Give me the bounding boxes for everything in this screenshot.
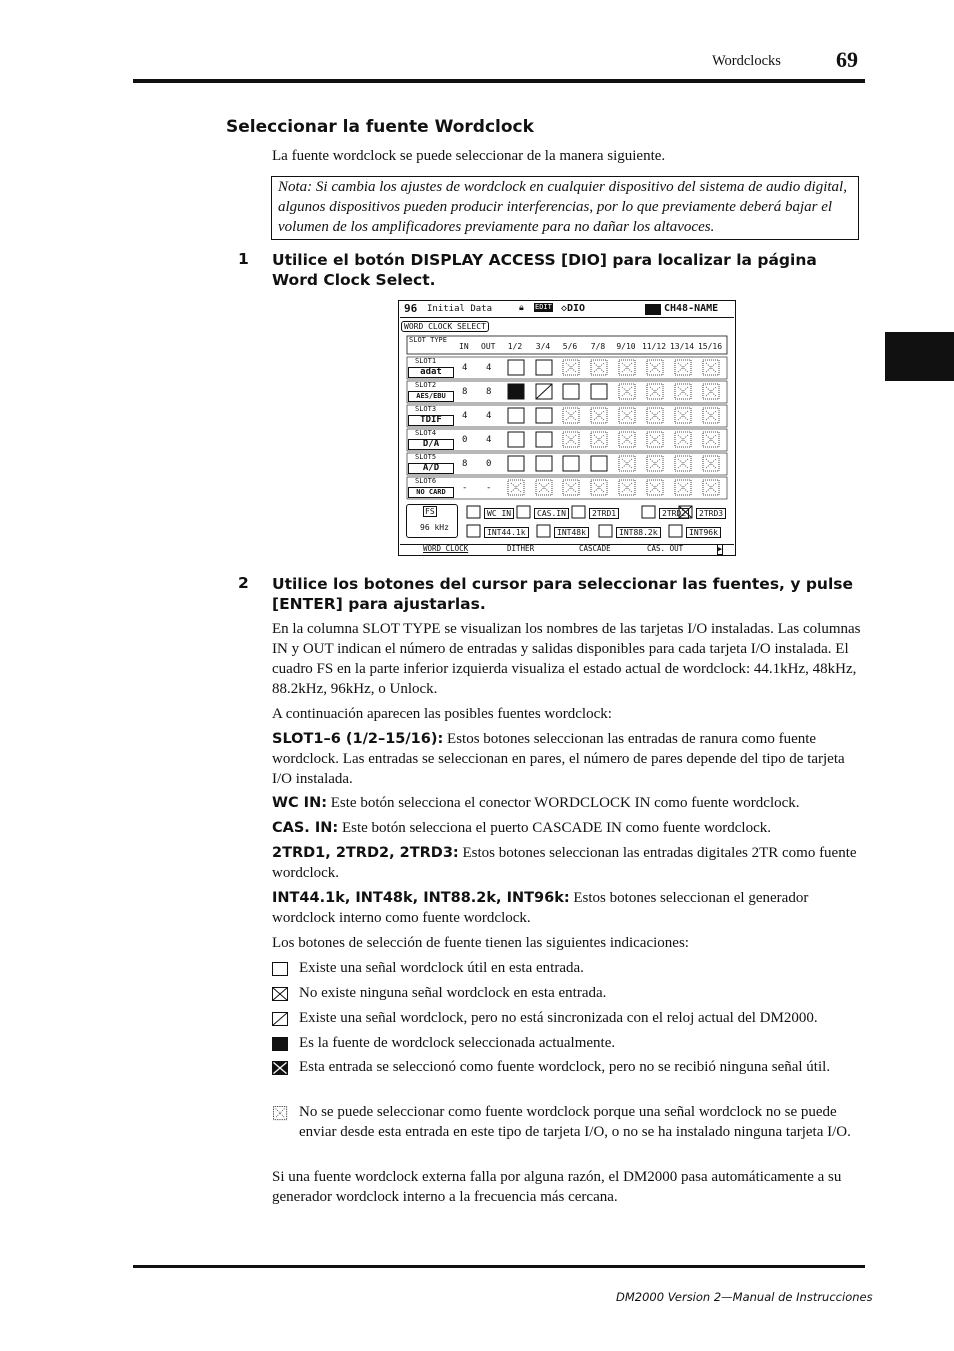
col-in: IN: [459, 342, 469, 351]
slot-label: SLOT2: [415, 381, 437, 389]
indication-text: Existe una señal wordclock útil en esta entrada.: [299, 960, 584, 976]
step-1-text: Utilice el botón DISPLAY ACCESS [DIO] para localizar la página Word Clock Select.: [272, 251, 817, 289]
empty-box-icon: [272, 962, 289, 977]
indication-text: Esta entrada se seleccionó como fuente wordclock, pero no se recibió ninguna señal útil.: [299, 1059, 831, 1075]
unavailable-mark: [678, 483, 688, 492]
source-button[interactable]: INT88.2k: [616, 527, 661, 538]
source-button[interactable]: 2TRD1: [589, 508, 619, 519]
slot-in-count: -: [462, 483, 468, 493]
source-cell-unavailable: [675, 480, 691, 495]
fs-box: [406, 504, 458, 538]
unavailable-mark: [650, 387, 660, 396]
source-button[interactable]: CAS.IN: [534, 508, 569, 519]
source-cell-unavailable: [536, 480, 552, 495]
slot-out-count: -: [486, 483, 492, 493]
unavailable-mark: [622, 411, 632, 420]
slot-type-button[interactable]: adat: [408, 367, 454, 378]
x-box-icon: [272, 987, 289, 1002]
unavailable-mark: [650, 435, 660, 444]
source-cell-unavailable: [591, 432, 607, 447]
slash-box-icon: [272, 1012, 289, 1027]
unavailable-mark: [706, 459, 716, 468]
indication-text: Es la fuente de wordclock seleccionada actualmente.: [299, 1035, 616, 1051]
pair-header: 1/2: [507, 342, 523, 351]
source-indicator[interactable]: [537, 525, 550, 537]
lock-icon: 🔒︎: [519, 303, 524, 313]
source-cell-unavailable: [703, 408, 719, 423]
source-cell-valid[interactable]: [536, 432, 552, 447]
source-cell-valid[interactable]: [536, 360, 552, 375]
unavailable-mark: [594, 363, 604, 372]
source-indicator[interactable]: [572, 506, 585, 518]
slot-label: SLOT1: [415, 357, 437, 365]
source-cell-unavailable: [591, 360, 607, 375]
indication-text: No se puede seleccionar como fuente wordclock porque una señal wordclock no se puede enviar desde esta entrada en este tipo de tarjeta I/O, o no se ha instalado ninguna tarjeta I/O.: [299, 1104, 851, 1140]
edit-indicator: EDIT: [535, 303, 552, 311]
unavailable-mark: [650, 483, 660, 492]
unavailable-mark: [539, 483, 549, 492]
unavailable-mark: [566, 411, 576, 420]
screen-tab[interactable]: CAS. OUT: [647, 544, 684, 553]
pair-header: 5/6: [562, 342, 578, 351]
pair-header: 9/10: [616, 342, 636, 351]
pair-header: 13/14: [669, 342, 695, 351]
definition-2trd: [272, 843, 864, 883]
definition-desc: Estos botones seleccionan las entradas de ranura como fuente wordclock. Las entradas se seleccionan en pares, el número de pares depende del tipo de tarjeta I/O instalada.: [272, 731, 845, 787]
source-button[interactable]: WC IN: [484, 508, 514, 519]
slot-type-button[interactable]: TDIF: [408, 415, 454, 426]
source-cell-valid[interactable]: [508, 360, 524, 375]
source-cell-unavailable: [619, 456, 635, 471]
unavailable-mark: [706, 387, 716, 396]
unavailable-mark: [706, 483, 716, 492]
unavailable-mark: [566, 363, 576, 372]
definition-term: 2TRD1, 2TRD2, 2TRD3:: [272, 845, 459, 861]
definition-term: SLOT1–6 (1/2–15/16):: [272, 731, 444, 747]
source-cell-unavailable: [675, 408, 691, 423]
unavailable-mark: [622, 363, 632, 372]
unavailable-mark: [650, 363, 660, 372]
definition-term: WC IN:: [272, 795, 328, 811]
chapter-tab: [885, 332, 954, 381]
source-button[interactable]: 2TRD2: [659, 508, 689, 519]
source-indicator[interactable]: [467, 525, 480, 537]
source-cell-unavailable: [563, 360, 579, 375]
step-1-number: 1: [238, 250, 249, 268]
source-cell-unavailable: [675, 360, 691, 375]
slot-type-button[interactable]: A/D: [408, 463, 454, 474]
scene-name: Initial Data: [427, 304, 493, 314]
unavailable-mark: [650, 411, 660, 420]
unavailable-mark: [706, 435, 716, 444]
source-indicator[interactable]: [669, 525, 682, 537]
slot-in-count: 0: [462, 435, 468, 445]
source-cell-unavailable: [703, 480, 719, 495]
fallback-paragraph: Si una fuente wordclock externa falla por alguna razón, el DM2000 pasa automáticamente a su generador wordclock interno a la frecuencia más cercana.: [272, 1169, 842, 1205]
definition-cas-in: [272, 818, 864, 838]
note-box: Nota: Si cambia los ajustes de wordclock en cualquier dispositivo del sistema de audio digital, algunos dispositivos pueden producir interferencias, por lo que previamente deberá bajar el volumen de los amplificadores previamente para no dañar los altavoces.: [271, 176, 859, 240]
section-title: Seleccionar la fuente Wordclock: [226, 117, 534, 137]
source-cell-valid[interactable]: [563, 384, 579, 399]
step-2-text: Utilice los botones del cursor para seleccionar las fuentes, y pulse [ENTER] para ajustarlas.: [272, 575, 854, 613]
source-cell-unavailable: [619, 432, 635, 447]
pair-header: 3/4: [535, 342, 551, 351]
definition-term: INT44.1k, INT48k, INT88.2k, INT96k:: [272, 890, 570, 906]
footer-rule: [133, 1265, 865, 1268]
unavailable-mark: [594, 483, 604, 492]
source-button[interactable]: 2TRD3: [696, 508, 726, 519]
source-indicator[interactable]: [642, 506, 655, 518]
unavailable-mark: [706, 411, 716, 420]
dio-label: ◇DIO: [561, 303, 586, 314]
slot-label: SLOT3: [415, 405, 437, 413]
source-cell-unavailable: [619, 480, 635, 495]
source-cell-valid[interactable]: [508, 456, 524, 471]
source-cell-unavailable: [675, 384, 691, 399]
dotted-box-icon: [272, 1106, 289, 1121]
slot-out-count: 8: [486, 387, 492, 397]
indications-intro: Los botones de selección de fuente tienen las siguientes indicaciones:: [272, 935, 689, 951]
source-cell-unavailable: [563, 408, 579, 423]
unsynced-mark: [536, 384, 552, 399]
source-indicator[interactable]: [599, 525, 612, 537]
source-cell-valid[interactable]: [591, 456, 607, 471]
source-cell-valid[interactable]: [508, 408, 524, 423]
word-clock-select-screen: [398, 300, 736, 556]
channel-name: CH48-NAME: [664, 303, 719, 314]
unavailable-mark: [622, 387, 632, 396]
slot-type-button[interactable]: NO CARD: [408, 487, 454, 498]
screen-tab[interactable]: DITHER: [507, 544, 535, 553]
source-cell-unavailable: [563, 432, 579, 447]
intro-paragraph: La fuente wordclock se puede seleccionar de la manera siguiente.: [272, 148, 666, 164]
source-cell-valid[interactable]: [536, 456, 552, 471]
source-cell-valid[interactable]: [536, 408, 552, 423]
source-cell-unavailable: [591, 480, 607, 495]
fs-label: FS: [425, 507, 435, 516]
unavailable-mark: [511, 483, 521, 492]
slot-label: SLOT6: [415, 477, 437, 485]
running-header: Wordclocks: [712, 53, 781, 69]
screen-tab[interactable]: CASCADE: [579, 544, 611, 553]
step-2-number: 2: [238, 574, 249, 592]
slot-in-count: 4: [462, 363, 468, 373]
source-cell-unavailable: [703, 360, 719, 375]
unavailable-mark: [594, 411, 604, 420]
slot-out-count: 0: [486, 459, 492, 469]
unavailable-mark: [678, 411, 688, 420]
source-cell-valid[interactable]: [508, 432, 524, 447]
unavailable-mark: [622, 483, 632, 492]
next-tab-arrow-icon[interactable]: ▶: [718, 545, 723, 553]
slot-out-count: 4: [486, 435, 492, 445]
definition-term: CAS. IN:: [272, 820, 339, 836]
source-cell-unavailable: [563, 480, 579, 495]
definition-desc: Estos botones seleccionan las entradas digitales 2TR como fuente wordclock.: [272, 845, 857, 881]
pair-header: 15/16: [697, 342, 723, 351]
unavailable-mark: [650, 459, 660, 468]
unavailable-mark: [622, 435, 632, 444]
unavailable-mark: [566, 483, 576, 492]
unavailable-mark: [594, 435, 604, 444]
source-cell-unavailable: [675, 456, 691, 471]
source-cell-unavailable: [703, 456, 719, 471]
definition-desc: Este botón selecciona el puerto CASCADE IN como fuente wordclock.: [341, 820, 772, 836]
slot-out-count: 4: [486, 411, 492, 421]
source-cell-unavailable: [675, 432, 691, 447]
source-cell-unavailable: [591, 408, 607, 423]
unavailable-mark: [678, 435, 688, 444]
unavailable-mark: [622, 459, 632, 468]
slot-type-button[interactable]: AES/EBU: [408, 391, 454, 402]
fs-value: 96 kHz: [420, 523, 449, 532]
source-cell-unavailable: [647, 456, 663, 471]
source-cell-unavailable: [647, 384, 663, 399]
definition-desc: Este botón selecciona el conector WORDCLOCK IN como fuente wordclock.: [330, 795, 800, 811]
source-cell-unavailable: [619, 360, 635, 375]
sources-intro: A continuación aparecen las posibles fuentes wordclock:: [272, 706, 612, 722]
unavailable-mark: [678, 387, 688, 396]
source-cell-unavailable: [508, 480, 524, 495]
source-cell-valid[interactable]: [563, 456, 579, 471]
unavailable-mark: [706, 363, 716, 372]
source-cell-unavailable: [647, 408, 663, 423]
definition-int: [272, 888, 864, 928]
pair-header: 7/8: [590, 342, 606, 351]
page-title-label: WORD CLOCK SELECT: [401, 321, 489, 332]
definition-wc-in: [272, 793, 864, 813]
source-cell-unavailable: [647, 480, 663, 495]
slot-label: SLOT5: [415, 453, 437, 461]
source-cell-unavailable: [647, 360, 663, 375]
indication-text: No existe ninguna señal wordclock en esta entrada.: [299, 985, 607, 1001]
source-button[interactable]: INT44.1k: [484, 527, 529, 538]
source-cell-unavailable: [619, 384, 635, 399]
header-rule: [133, 79, 865, 83]
footer-text: DM2000 Version 2—Manual de Instrucciones: [616, 1290, 873, 1304]
screen-tab[interactable]: WORD CLOCK: [423, 544, 469, 553]
source-cell-unavailable: [619, 408, 635, 423]
source-button[interactable]: INT96k: [686, 527, 721, 538]
slot-type-paragraph: En la columna SLOT TYPE se visualizan los nombres de las tarjetas I/O instaladas. Las columnas IN y OUT indican el número de entradas y salidas disponibles para cada tarjeta I/O instalada. El cuadro FS en la parte inferior izquierda visualiza el estado actual de wordclock: 44.1kHz, 48kHz, 88.2kHz, 96kHz, o Unlock.: [272, 621, 861, 697]
source-cell-unavailable: [703, 384, 719, 399]
col-slot-type: SLOT TYPE: [409, 336, 447, 344]
slot-in-count: 8: [462, 387, 468, 397]
slot-in-count: 4: [462, 411, 468, 421]
source-cell-selected[interactable]: [508, 384, 524, 399]
pair-header: 11/12: [641, 342, 667, 351]
source-button[interactable]: INT48k: [554, 527, 589, 538]
page-number: 69: [836, 47, 858, 72]
source-cell-unavailable: [703, 432, 719, 447]
definition-slot: [272, 729, 864, 789]
scene-number: 96: [404, 302, 418, 315]
source-cell-unavailable: [647, 432, 663, 447]
unavailable-mark: [566, 435, 576, 444]
slot-type-button[interactable]: D/A: [408, 439, 454, 450]
col-out: OUT: [481, 342, 496, 351]
definition-desc: Estos botones seleccionan el generador wordclock interno como fuente wordclock.: [272, 890, 809, 926]
source-cell-valid[interactable]: [591, 384, 607, 399]
slot-in-count: 8: [462, 459, 468, 469]
source-indicator[interactable]: [517, 506, 530, 518]
unavailable-mark: [678, 459, 688, 468]
filled-box-icon: [272, 1037, 289, 1052]
indication-text: Existe una señal wordclock, pero no está sincronizada con el reloj actual del DM2000.: [299, 1010, 818, 1026]
unavailable-mark: [678, 363, 688, 372]
filled-x-box-icon: [272, 1061, 289, 1076]
slot-label: SLOT4: [415, 429, 437, 437]
source-indicator[interactable]: [467, 506, 480, 518]
slot-out-count: 4: [486, 363, 492, 373]
